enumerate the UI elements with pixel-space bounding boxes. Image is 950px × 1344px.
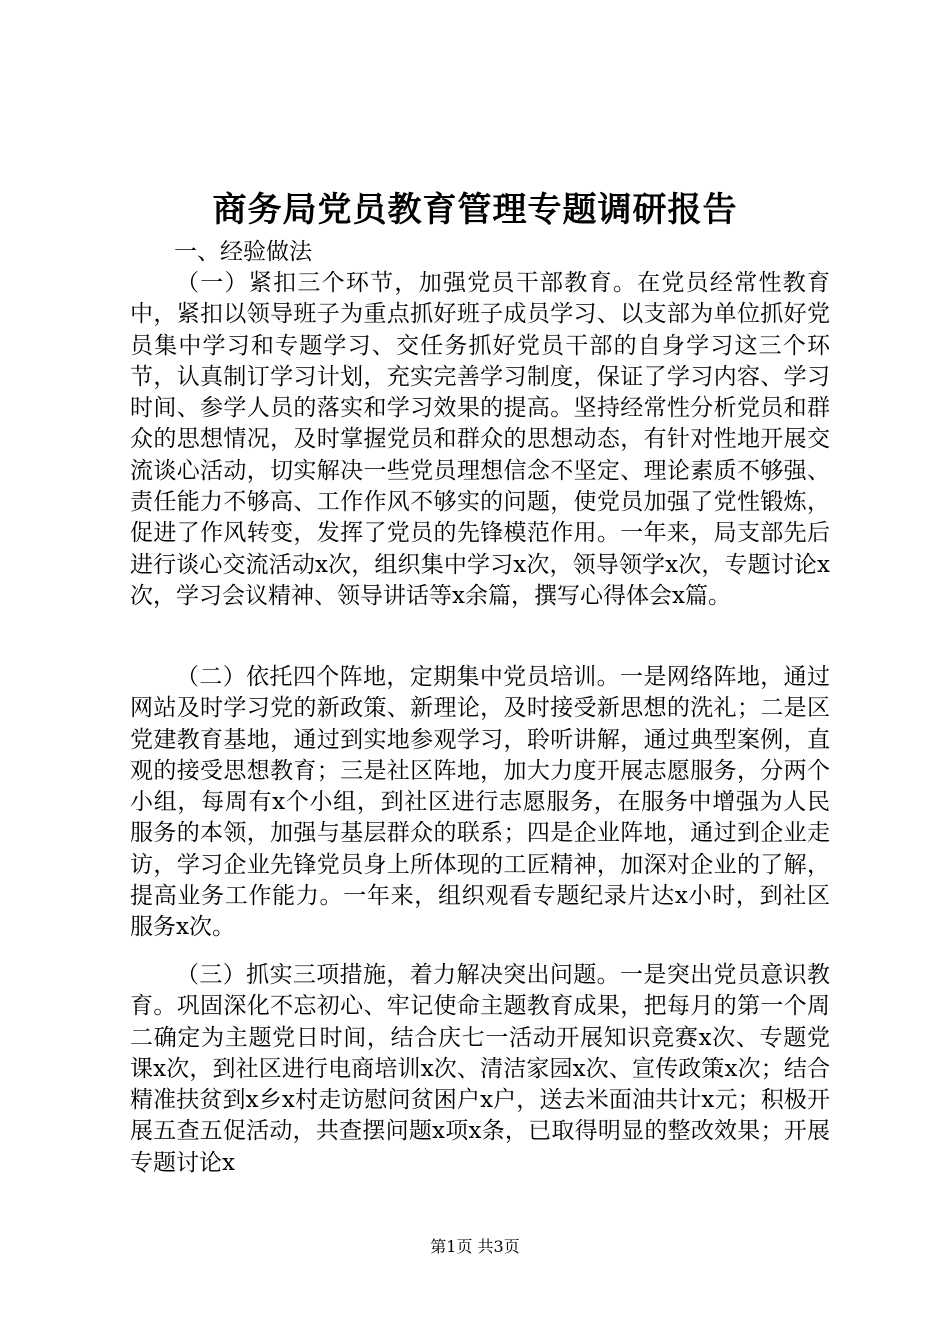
paragraph-2: （二）依托四个阵地，定期集中党员培训。一是网络阵地，通过网站及时学习党的新政策、新理论，及时接受新思想的洗礼；二是区党建教育基地，通过到实地参观学习，聆听讲解，通过典型案例，直观的接受思想教育；三是社区阵地，加大力度开展志愿服务，分两个小组，每周有x个小组，到社区进行志愿服务，在服务中增强为人民服务的本领，加强与基层群众的联系；四是企业阵地，通过到企业走访，学习企业先锋党员身上所体现的工匠精神，加深对企业的了解，提高业务工作能力。一年来，组织观看专题纪录片达x小时，到社区服务x次。: [130, 664, 830, 941]
document-title: 商务局党员教育管理专题调研报告: [212, 190, 738, 230]
paragraph-1: （一）紧扣三个环节，加强党员干部教育。在党员经常性教育中，紧扣以领导班子为重点抓好班子成员学习、以支部为单位抓好党员集中学习和专题学习、交任务抓好党员干部的自身学习这三个环节，认真制订学习计划，充实完善学习制度，保证了学习内容、学习时间、参学人员的落实和学习效果的提高。坚持经常性分析党员和群众的思想情况，及时掌握党员和群众的思想动态，有针对性地开展交流谈心活动，切实解决一些党员理想信念不坚定、理论素质不够强、责任能力不够高、工作作风不够实的问题，使党员加强了党性锻炼，促进了作风转变，发挥了党员的先锋模范作用。一年来，局支部先后进行谈心交流活动x次，组织集中学习x次，领导领学x次，专题讨论x次，学习会议精神、领导讲话等x余篇，撰写心得体会x篇。: [130, 270, 830, 609]
page-footer: 第1页 共3页: [430, 1237, 520, 1256]
section-heading: 一、经验做法: [174, 239, 312, 265]
paragraph-3: （三）抓实三项措施，着力解决突出问题。一是突出党员意识教育。巩固深化不忘初心、牢记使命主题教育成果，把每月的第一个周二确定为主题党日时间，结合庆七一活动开展知识竞赛x次、专题党课x次，到社区进行电商培训x次、清洁家园x次、宣传政策x次；结合精准扶贫到x乡x村走访慰问贫困户x户，送去米面油共计x元；积极开展五查五促活动，共查摆问题x项x条，已取得明显的整改效果；开展专题讨论x: [130, 962, 830, 1176]
